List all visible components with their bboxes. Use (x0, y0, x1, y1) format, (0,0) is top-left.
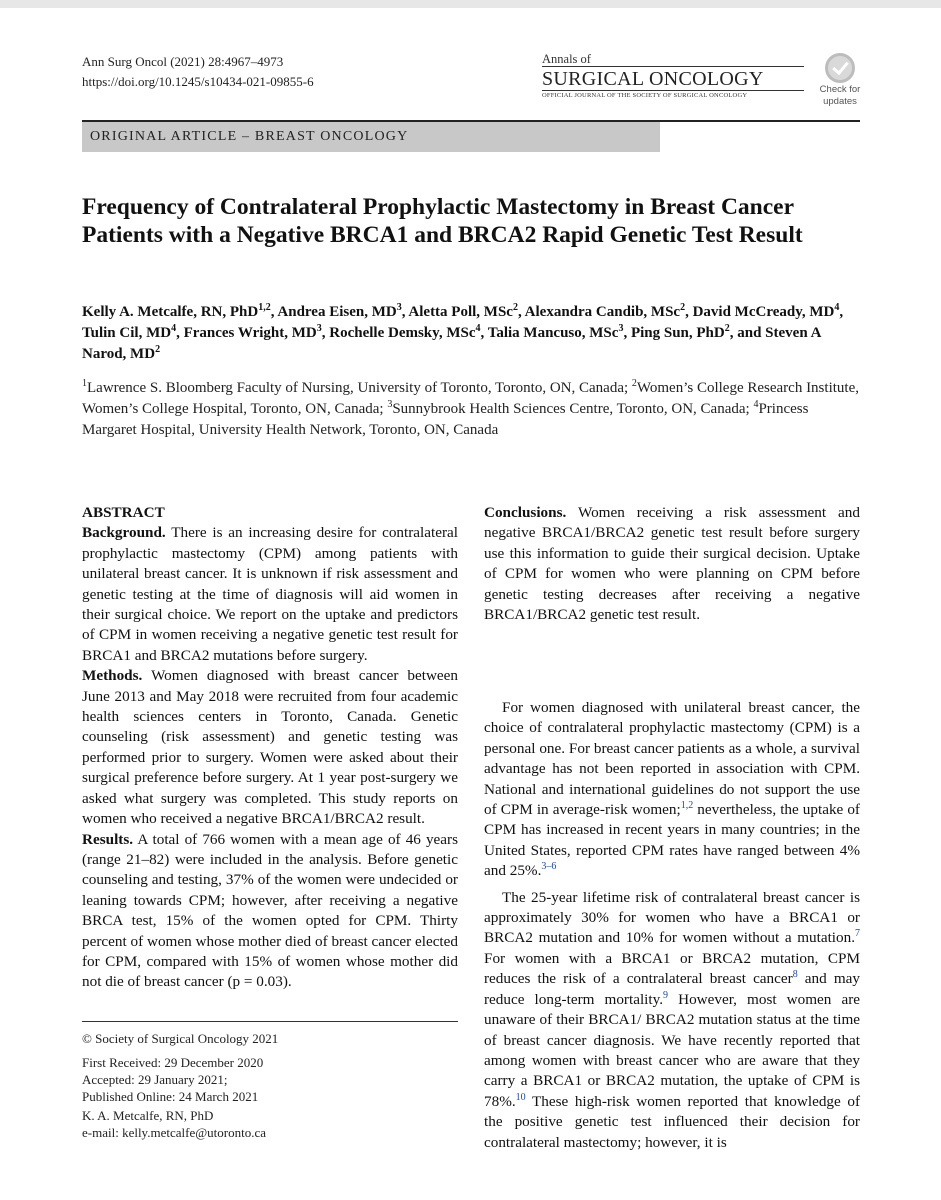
affiliations (82, 378, 864, 441)
body-text: For women with a BRCA1 or BRCA2 mutation, CPM reduces the risk of a contralateral breast cancer (484, 949, 860, 988)
body-text: nevertheless, the uptake of CPM has increased in recent years in many countries; in the United States, reported CPM rates have ranged between 4% and 25%. (484, 801, 860, 880)
author-affiliation: 2 (680, 302, 686, 313)
accepted-date: Accepted: 29 January 2021; (82, 1072, 228, 1087)
top-scroll-bar (0, 0, 941, 8)
badge-line-1: Check for (819, 84, 861, 95)
results-label: Results. (82, 830, 134, 848)
methods-text: Women diagnosed with breast cancer between June 2013 and May 2018 were recruited from four academic health sciences centers in Toronto, Canada. Genetic counseling (risk assessment) and genetic testing was performed prior to surgery. Women were asked about their surgical preference before surgery. At 1 year post-surgery we asked what surgery was completed. This study reports on women who received a negative BRCA1/BRCA2 result. (82, 667, 458, 828)
author-affiliation: 4 (171, 323, 177, 334)
author-affiliation: 3 (618, 323, 624, 334)
affiliation-number: 2 (631, 378, 637, 389)
copyright: © Society of Surgical Oncology 2021 (82, 1031, 279, 1046)
abstract-background (82, 523, 458, 666)
separator: , (685, 304, 693, 320)
affiliation: Women’s College Research Institute, Women’s College Hospital, Toronto, ON, Canada; (82, 380, 859, 417)
author: Ping Sun, PhD (630, 325, 725, 341)
dates-block (82, 1054, 462, 1105)
background-text: There is an increasing desire for contralateral prophylactic mastectomy (CPM) among patients with unilateral breast cancer. It is unknown if risk assessment and genetic testing at the time of diagnosis will aid women in their surgical choice. We report on the uptake and predictors of CPM in women receiving a negative genetic test result for BRCA1 and BRCA2 mutations before surgery. (82, 524, 458, 664)
author: Talia Mancuso, MSc (487, 325, 619, 341)
journal-logo (542, 52, 804, 101)
citation-ref[interactable]: 9 (663, 989, 669, 1001)
affiliation-number: 4 (753, 399, 759, 410)
section-label: ORIGINAL ARTICLE – BREAST ONCOLOGY (82, 122, 660, 152)
checkmark-icon (825, 53, 855, 83)
abstract-results (82, 830, 458, 993)
author-affiliation: 1,2 (258, 302, 271, 313)
author: Frances Wright, MD (183, 325, 317, 341)
author: Andrea Eisen, MD (277, 304, 397, 320)
citation-ref[interactable]: 1,2 (680, 799, 694, 811)
separator: , (321, 325, 330, 341)
author-affiliation: 4 (834, 302, 840, 313)
author: Aletta Poll, MSc (408, 304, 513, 320)
badge-line-2: updates (823, 96, 857, 107)
affiliation-number: 1 (82, 378, 87, 389)
body-text: For women diagnosed with unilateral breast cancer, the choice of contralateral prophylactic mastectomy (CPM) is a personal one. For breast cancer patients as a whole, a survival advantage has not been reported in association with CPM. National and international guidelines do not support the use of CPM in average-risk women; (484, 699, 860, 819)
affiliation: Lawrence S. Bloomberg Faculty of Nursing, University of Toronto, Toronto, ON, Canada; (87, 380, 632, 396)
footnote-rule (82, 1021, 458, 1022)
citation-block (82, 52, 314, 92)
journal-name: SURGICAL ONCOLOGY (542, 66, 804, 91)
citation: Ann Surg Oncol (2021) 28:4967–4973 (82, 54, 284, 69)
body-text: However, most women are unaware of their BRCA1/ BRCA2 mutation status at the time of breast cancer diagnosis. We have recently reported that among women with breast cancer who are aware that they carry a BRCA1 or BRCA2 mutation, the uptake of CPM is 78%. (484, 990, 860, 1110)
corresponding-author (82, 1107, 462, 1141)
affiliation-number: 3 (387, 399, 393, 410)
corresponding-email[interactable]: e-mail: kelly.metcalfe@utoronto.ca (82, 1125, 267, 1140)
results-text: A total of 766 women with a mean age of 46 years (range 21–82) were included in the analysis. Before genetic counseling and testing, 37% of the women were undecided or leaning towards CPM; however, after receiving a negative BRCA test, 15% of the women opted for CPM. Thirty percent of women whose mother died of breast cancer elected for CPM, compared with 15% of women whose mother did not die of breast cancer (p = 0.03). (82, 830, 458, 991)
methods-label: Methods. (82, 667, 143, 685)
citation-ref[interactable]: 8 (792, 969, 798, 981)
author-affiliation: 2 (512, 302, 518, 313)
check-for-updates-badge[interactable] (816, 53, 864, 107)
abstract-heading: ABSTRACT (82, 504, 165, 521)
journal-of: Annals of (542, 52, 591, 66)
conclusions-label: Conclusions. (484, 504, 567, 521)
received-date: First Received: 29 December 2020 (82, 1055, 264, 1070)
citation-ref[interactable]: 10 (515, 1091, 526, 1103)
author: Kelly A. Metcalfe, RN, PhD (82, 304, 259, 320)
abstract-left-column (82, 503, 458, 993)
body-text: The 25-year lifetime risk of contralateral breast cancer is approximately 30% for women who have a BRCA1 or BRCA2 mutation and 10% for women without a mutation. (484, 888, 860, 947)
citation-ref[interactable]: 3–6 (541, 861, 557, 873)
affiliation: Princess Margaret Hospital, University Health Network, Toronto, ON, Canada (82, 401, 809, 438)
body-text: These high-risk women reported that knowledge of the positive genetic test influenced their decision for contralateral mastectomy; however, it is (484, 1092, 860, 1151)
separator: , (270, 304, 278, 320)
author: David McCready, MD (692, 304, 835, 320)
author-list (82, 302, 862, 365)
doi-link[interactable]: https://doi.org/10.1245/s10434-021-09855-6 (82, 74, 314, 89)
author: Rochelle Demsky, MSc (329, 325, 476, 341)
citation-ref[interactable]: 7 (855, 928, 860, 940)
affiliation: Sunnybrook Health Sciences Centre, Toronto, ON, Canada; (392, 401, 754, 417)
author-affiliation: 3 (396, 302, 402, 313)
abstract-conclusions (484, 503, 860, 625)
abstract-right-column (484, 503, 860, 625)
article-title: Frequency of Contralateral Prophylactic Mastectomy in Breast Cancer Patients with a Negative BRCA1 and BRCA2 Rapid Genetic Test Result (82, 194, 803, 248)
separator: , (480, 325, 488, 341)
author-affiliation: 2 (155, 344, 161, 355)
journal-subtitle: OFFICIAL JOURNAL OF THE SOCIETY OF SURGICAL ONCOLOGY (542, 92, 748, 99)
author: Tulin Cil, MD (82, 325, 172, 341)
background-label: Background. (82, 524, 166, 542)
body-paragraph-1 (484, 698, 860, 882)
body-paragraph-2 (484, 888, 860, 1153)
separator: , (839, 304, 844, 320)
separator: , (623, 325, 631, 341)
published-date: Published Online: 24 March 2021 (82, 1089, 259, 1104)
author: Steven A Narod, MD (82, 325, 821, 362)
body-text: and may reduce long-term mortality. (484, 970, 860, 1008)
author-affiliation: 4 (475, 323, 481, 334)
author-affiliation: 2 (724, 323, 730, 334)
author-affiliation: 3 (316, 323, 322, 334)
abstract-methods (82, 666, 458, 829)
corresponding-name: K. A. Metcalfe, RN, PhD (82, 1108, 214, 1123)
separator: , (517, 304, 525, 320)
separator: , (401, 304, 409, 320)
body-column (484, 698, 860, 1153)
separator: , (176, 325, 184, 341)
author: Alexandra Candib, MSc (524, 304, 681, 320)
conclusions-text: Women receiving a risk assessment and negative BRCA1/BRCA2 genetic test result before surgery use this information to guide their surgical decision. Uptake of CPM for women who were planning on CPM before genetic testing decreases after receiving a negative BRCA1/BRCA2 genetic test result. (484, 504, 860, 624)
separator: , and (729, 325, 766, 341)
